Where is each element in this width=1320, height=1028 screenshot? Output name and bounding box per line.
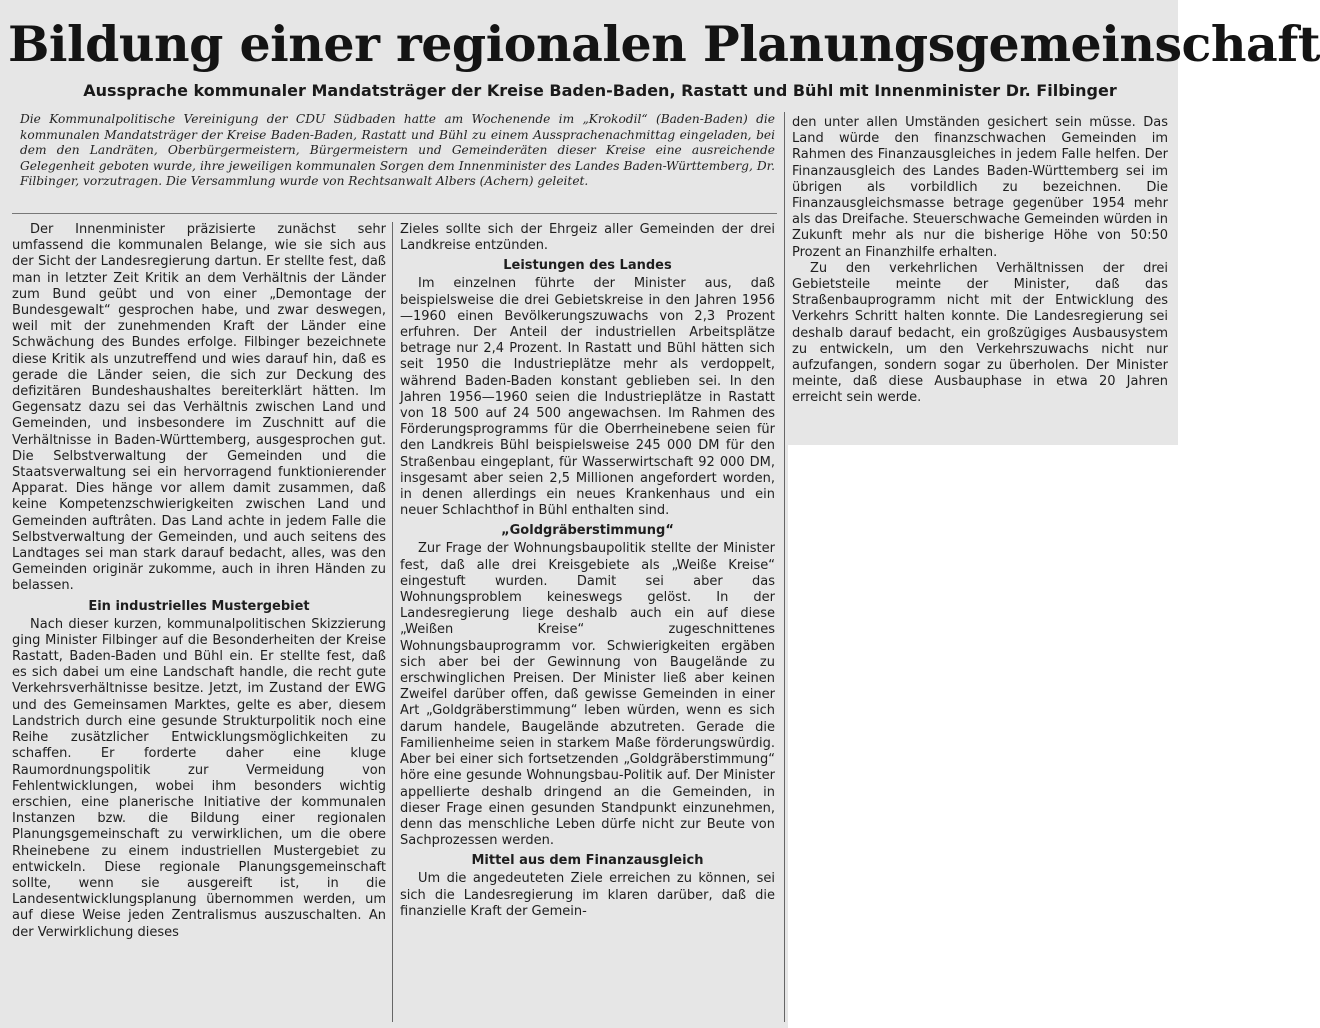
article-column-2 [400, 222, 775, 920]
intro-divider [12, 213, 777, 214]
body-paragraph: Im einzelnen führte der Minister aus, daß beispielsweise die drei Gebietskreise in den Jahren 1956—1960 einen Bevölkerungszuwachs von 2,3 Prozent erfuhren. Der Anteil der industriellen Arbeitsplätze betrage nur 2,4 Prozent. In Rastatt und Bühl hätten sich seit 1950 die Industrieplätze mehr als verdoppelt, während Baden-Baden konstant geblieben sei. In den Jahren 1956—1960 seien die Industrieplätze in Rastatt von 18 500 auf 24 500 angewachsen. Im Rahmen des Förderungsprogramms für die Oberrheinebene seien für den Landkreis Bühl beispielsweise 245 000 DM für den Straßenbau eingeplant, für Wasserwirtschaft 92 000 DM, insgesamt aber seien 2,5 Millionen angefordert worden, in denen allerdings ein neues Krankenhaus und ein neuer Schlachthof in Bühl enthalten sind. [400, 276, 775, 519]
body-paragraph: Um die angedeuteten Ziele erreichen zu können, sei sich die Landesregierung im klaren darüber, daß die finanzielle Kraft der Gemein- [400, 871, 775, 919]
subheadline: Aussprache kommunaler Mandatsträger der Kreise Baden-Baden, Rastatt und Bühl mit Innenminister Dr. Filbinger [83, 81, 1117, 100]
section-heading: Ein industrielles Mustergebiet [88, 598, 310, 614]
article-column-3 [792, 115, 1168, 407]
column-divider-1 [392, 222, 393, 1022]
body-paragraph: den unter allen Umständen gesichert sein müsse. Das Land würde den finanzschwachen Gemeinden im Rahmen des Finanzausgleiches in jedem Falle helfen. Der Finanzausgleich des Landes Baden-Württemberg sei im übrigen als vorbildlich zu bezeichnen. Die Finanzausgleichsmasse betrage gegenüber 1954 mehr als das Dreifache. Steuerschwache Gemeinden würden in Zukunft mehr als nur die bisherige Höhe von 50:50 Prozent an Finanzhilfe erhalten. [792, 115, 1168, 260]
column-divider-2 [784, 112, 785, 1022]
body-paragraph: Nach dieser kurzen, kommunalpolitischen Skizzierung ging Minister Filbinger auf die Besonderheiten der Kreise Rastatt, Baden-Baden und Bühl ein. Er stellte fest, daß es sich dabei um eine Landschaft handle, die recht gute Verkehrsverhältnisse besitze. Jetzt, im Zustand der EWG und des Gemeinsamen Marktes, gelte es aber, diesem Landstrich durch eine gesunde Strukturpolitik noch eine Reihe zusätzlicher Entwicklungsmöglichkeiten zu schaffen. Er forderte daher eine kluge Raumordnungspolitik zur Vermeidung von Fehlentwicklungen, wobei ihm besonders wichtig erschien, eine planerische Initiative der kommunalen Instanzen bzw. die Bildung einer regionalen Planungsgemeinschaft zu verwirklichen, um die obere Rheinebene zu einem industriellen Mustergebiet zu entwickeln. Diese regionale Planungsgemeinschaft sollte, wenn sie ausgereift ist, in die Landesentwicklungsplanung übernommen werden, um auf diese Weise jeden Zentralismus auszuschalten. An der Verwirklichung dieses [12, 616, 386, 940]
section-heading: Leistungen des Landes [503, 258, 672, 274]
article-column-1 [12, 222, 386, 941]
section-heading: „Goldgräberstimmung“ [501, 523, 674, 539]
body-paragraph: Zur Frage der Wohnungsbaupolitik stellte der Minister fest, daß alle drei Kreisgebiete als „Weiße Kreise“ eingestuft wurden. Damit sei aber das Wohnungsproblem keineswegs gelöst. In der Landesregierung liege deshalb auch ein auf diese „Weißen Kreise“ zugeschnittenes Wohnungsbauprogramm vor. Schwierigkeiten ergäben sich aber bei der Gewinnung von Baugelände zu erschwinglichen Preisen. Der Minister ließ aber keinen Zweifel darüber offen, daß gewisse Gemeinden in einer Art „Goldgräberstimmung“ leben würden, wenn es sich darum handele, Baugelände abzutreten. Gerade die Familienheime seien in starkem Maße förderungswürdig. Aber bei einer sich fortsetzenden „Goldgräberstimmung“ höre eine gesunde Wohnungsbau-Politik auf. Der Minister appellierte deshalb dringend an die Gemeinden, in dieser Frage einen gesunden Standpunkt einzunehmen, denn das menschliche Leben dürfe nicht zur Beute von Sachprozessen werden. [400, 541, 775, 849]
body-paragraph: Zieles sollte sich der Ehrgeiz aller Gemeinden der drei Landkreise entzünden. [400, 222, 775, 254]
intro-paragraph: Die Kommunalpolitische Vereinigung der CDU Südbaden hatte am Wochenende im „Krokodil“ (Baden-Baden) die kommunalen Mandatsträger der Kreise Baden-Baden, Rastatt und Bühl zu einem Aussprachenachmittag eingeladen, bei dem den Landräten, Oberbürgermeistern, Bürgermeistern und Gemeinderäten dieser Kreise eine ausreichende Gelegenheit geboten wurde, ihre jeweiligen kommunalen Sorgen dem Innenminister des Landes Baden-Württemberg, Dr. Filbinger, vorzutragen. Die Versammlung wurde von Rechtsanwalt Albers (Achern) geleitet. [20, 112, 775, 188]
body-paragraph: Der Innenminister präzisierte zunächst sehr umfassend die kommunalen Belange, wie sie sich aus der Sicht der Landesregierung dartun. Er stellte fest, daß man in letzter Zeit Kritik an dem Verhältnis der Länder zum Bund geübt und von einer „Demontage der Bundesgewalt“ gesprochen habe, und zwar deswegen, weil mit der zunehmenden Kraft der Länder eine Schwächung des Bundes erfolge. Filbinger bezeichnete diese Kritik als unzutreffend und wies darauf hin, daß es gerade die Länder seien, die sich zur Deckung des defizitären Bundeshaushaltes bereiterklärt hätten. Im Gegensatz dazu sei das Verhältnis zwischen Land und Gemeinden, und insbesondere im Zuschnitt auf die Verhältnisse in Baden-Württemberg, ausgesprochen gut. Die Selbstverwaltung der Gemeinden und die Staatsverwaltung sei ein hervorragend funktionierender Apparat. Dies hänge vor allem damit zusammen, daß keine Kompetenzschwierigkeiten zwischen Land und Gemeinden auftrâten. Das Land achte in jedem Falle die Selbstverwaltung der Gemeinden, und auch seitens des Landtages sei man stark darauf bedacht, alles, was den Gemeinden originär zukomme, auch in ihren Händen zu belassen. [12, 222, 386, 594]
headline: Bildung einer regionalen Planungsgemeinschaft [8, 15, 1320, 73]
section-heading: Mittel aus dem Finanzausgleich [471, 853, 704, 869]
body-paragraph: Zu den verkehrlichen Verhältnissen der drei Gebietsteile meinte der Minister, daß das Straßenbauprogramm nicht mit der Entwicklung des Verkehrs Schritt halten konnte. Die Landesregierung sei deshalb darauf bedacht, ein großzügiges Ausbausystem zu entwickeln, um den Verkehrszuwachs nicht nur aufzufangen, sondern sogar zu überholen. Der Minister meinte, daß diese Ausbauphase in etwa 20 Jahren erreicht sein werde. [792, 260, 1168, 406]
